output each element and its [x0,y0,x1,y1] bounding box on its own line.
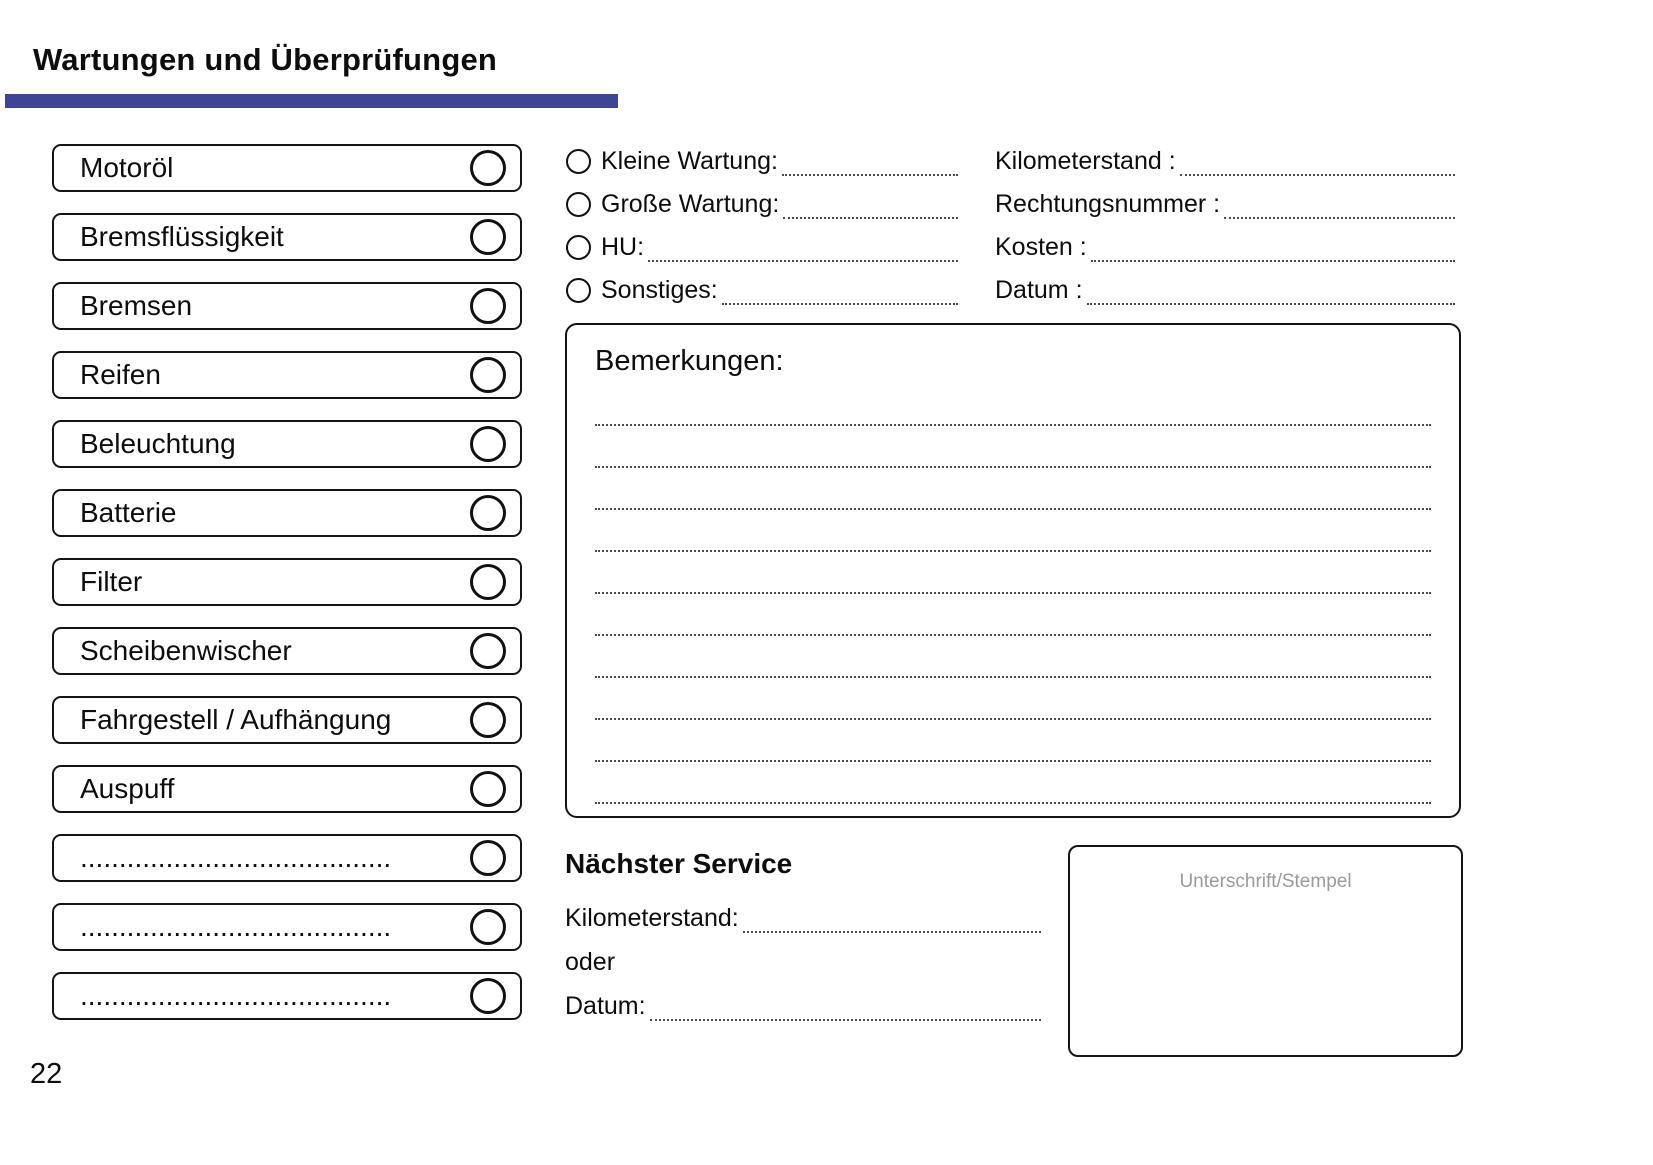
next-service-kilometerstand [565,896,1043,940]
remarks-fill-line[interactable] [595,762,1431,804]
service-details [995,140,1457,312]
checklist-item-bremsfluessigkeit [52,213,522,261]
check-circle[interactable] [470,771,506,807]
field-label: Rechtungsnummer : [995,190,1221,218]
field-kosten [995,226,1457,269]
remarks-fill-line[interactable] [595,636,1431,678]
fill-line[interactable] [722,303,958,305]
option-kleine-wartung [566,140,960,183]
field-label: oder [565,947,616,976]
remarks-fill-line[interactable] [595,594,1431,636]
fill-line[interactable] [1224,217,1455,219]
check-circle[interactable] [470,564,506,600]
checklist-item-fahrgestell [52,696,522,744]
fill-line[interactable] [1087,303,1455,305]
signature-stamp-box[interactable] [1068,845,1463,1057]
option-label: Sonstiges: [601,276,718,304]
fill-line[interactable] [783,217,958,219]
fill-line[interactable] [1091,260,1455,262]
field-datum [995,269,1457,312]
option-hu [566,226,960,269]
remarks-fill-line[interactable] [595,720,1431,762]
checklist-item-label: Fahrgestell / Aufhängung [80,704,392,735]
title-underline-bar [5,94,618,108]
check-circle[interactable] [470,840,506,876]
remarks-fill-line[interactable] [595,384,1431,426]
checklist-item-blank-1 [52,834,522,882]
page-number: 22 [30,1058,63,1090]
next-service-section [565,848,1043,1028]
checklist-item-label: Bremsflüssigkeit [80,221,284,252]
field-label: Datum: [565,991,646,1020]
field-label: Datum : [995,276,1083,304]
checklist-item-motoroel [52,144,522,192]
checklist-item-label: Scheibenwischer [80,635,292,666]
checklist-item-blank-3 [52,972,522,1020]
fill-line[interactable] [650,1019,1041,1021]
radio-circle[interactable] [566,278,591,303]
checklist-item-beleuchtung [52,420,522,468]
check-circle[interactable] [470,219,506,255]
check-circle[interactable] [470,426,506,462]
check-circle[interactable] [470,978,506,1014]
checklist-item-label: Auspuff [80,773,175,804]
check-circle[interactable] [470,702,506,738]
remarks-fill-line[interactable] [595,426,1431,468]
next-service-datum [565,984,1043,1028]
option-label: Große Wartung: [601,190,780,218]
fill-line[interactable] [782,174,958,176]
check-circle[interactable] [470,909,506,945]
checklist-item-blank-label[interactable]: ........................................ [80,842,392,873]
remarks-fill-line[interactable] [595,678,1431,720]
remarks-box [565,323,1461,818]
option-label: Kleine Wartung: [601,147,778,175]
radio-circle[interactable] [566,149,591,174]
maintenance-checklist [52,144,522,1041]
fill-line[interactable] [743,931,1041,933]
field-rechnungsnummer [995,183,1457,226]
checklist-item-auspuff [52,765,522,813]
fill-line[interactable] [648,260,958,262]
check-circle[interactable] [470,288,506,324]
option-sonstiges [566,269,960,312]
field-label: Kosten : [995,233,1087,261]
check-circle[interactable] [470,495,506,531]
radio-circle[interactable] [566,192,591,217]
checklist-item-label: Beleuchtung [80,428,236,459]
check-circle[interactable] [470,150,506,186]
remarks-fill-line[interactable] [595,510,1431,552]
checklist-item-label: Reifen [80,359,161,390]
checklist-item-filter [52,558,522,606]
remarks-fill-line[interactable] [595,468,1431,510]
checklist-item-blank-label[interactable]: ........................................ [80,980,392,1011]
fill-line[interactable] [1180,174,1455,176]
next-service-title: Nächster Service [565,848,793,879]
checklist-item-label: Filter [80,566,143,597]
checklist-item-blank-label[interactable]: ........................................ [80,911,392,942]
checklist-item-label: Bremsen [80,290,193,321]
checklist-item-label: Batterie [80,497,177,528]
check-circle[interactable] [470,633,506,669]
checklist-item-reifen [52,351,522,399]
field-kilometerstand [995,140,1457,183]
checklist-item-batterie [52,489,522,537]
next-service-oder [565,940,1043,984]
checklist-item-blank-2 [52,903,522,951]
option-label: HU: [601,233,645,261]
checklist-item-scheibenwischer [52,627,522,675]
radio-circle[interactable] [566,235,591,260]
remarks-fill-line[interactable] [595,552,1431,594]
checklist-item-bremsen [52,282,522,330]
remarks-title: Bemerkungen: [595,345,784,377]
field-label: Kilometerstand : [995,147,1176,175]
option-grosse-wartung [566,183,960,226]
field-label: Kilometerstand: [565,903,739,932]
check-circle[interactable] [470,357,506,393]
checklist-item-label: Motoröl [80,152,174,183]
service-type-options [566,140,960,312]
signature-stamp-label: Unterschrift/Stempel [1179,871,1352,892]
remarks-lines [595,384,1431,804]
page-title: Wartungen und Überprüfungen [33,42,498,77]
